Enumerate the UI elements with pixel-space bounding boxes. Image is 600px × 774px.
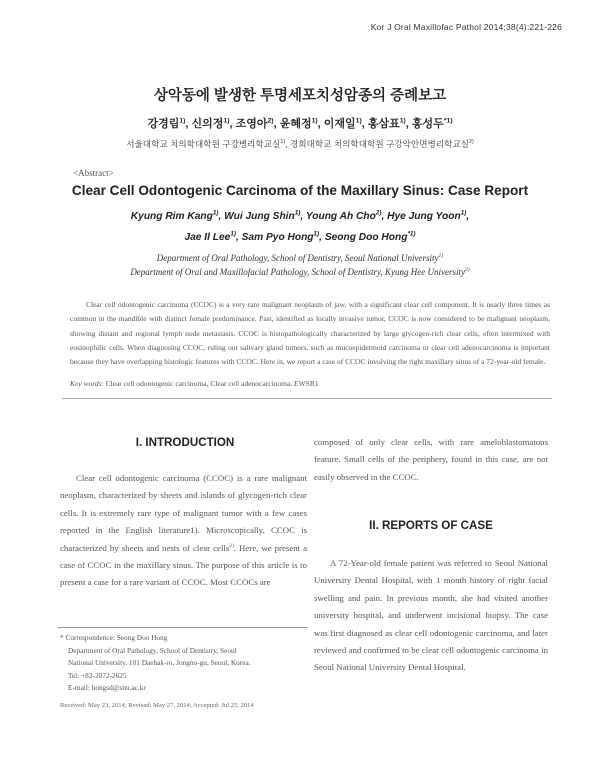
- korean-authors: 강경림$^{1)}$, 신의정$^{1)}$, 조영아$^{2)}$, 윤혜정$^{1)}$, 이재일$^{1)}$, 홍삼표$^{1)}$, 홍성두$^{*1)}$: [147, 117, 453, 130]
- intro-text-b: . Here, we present a case of CCOC in the maxillary sinus. The purpose of this article is to present a case for a rare variant of CCOC. Most CCOCs are: [60, 542, 307, 588]
- footnote-tel: Tel: +82-2072-2625: [68, 670, 127, 680]
- footnote-address-2: National University, 101 Daehak-ro, Jongno-gu, Seoul, Korea.: [68, 658, 251, 668]
- korean-author-name: 강경림: [147, 118, 180, 130]
- author-superscript: *1): [443, 117, 453, 125]
- affiliation-superscript: 2): [469, 139, 474, 146]
- header-divider: [62, 398, 552, 399]
- english-author-name: Kyung Rim Kang: [130, 211, 213, 222]
- english-affiliation-2: [0, 267, 600, 277]
- english-title: Clear Cell Odontogenic Carcinoma of the Maxillary Sinus: Case Report: [71, 183, 529, 198]
- english-author-name: Sam Pyo Hong: [241, 232, 314, 243]
- section-heading-introduction: I. INTRODUCTION: [135, 436, 235, 449]
- citation-superscript: 2): [229, 542, 234, 549]
- author-superscript: 2): [267, 117, 274, 125]
- author-superscript: 1): [460, 209, 467, 217]
- english-authors-line-2: Jae Il Lee$^{1)}$, Sam Pyo Hong$^{1)}$, Seong Doo Hong$^{*1)}$: [184, 230, 416, 243]
- intro-text-a: Clear cell odontogenic carcinoma (CCOC) is a rare malignant neoplasm, characterized by sheets and islands of glycogen-rich clear cells. It is extremely rare type of malignant tumor with a few cases reported in the English literature1). Microscopically, CCOC is characterized by sheets and nests of clear cells: [60, 473, 307, 553]
- korean-author-name: 조영아: [235, 118, 268, 130]
- korean-author-name: 홍삼표: [367, 118, 400, 130]
- english-affiliation-1-text: Department of Oral Pathology, School of Dentistry, Seoul National University: [156, 253, 439, 263]
- author-superscript: 1): [313, 230, 320, 238]
- korean-affiliations: 서울대학교 치의학대학원 구강병리학교실$^{1)}$, 경희대학교 치의학대학원 구강악안면병리학교실$^{2)}$: [126, 139, 474, 149]
- author-superscript: 1): [212, 209, 219, 217]
- author-superscript: 1): [294, 209, 301, 217]
- english-affiliation-1: [0, 253, 600, 263]
- continued-paragraph: [314, 434, 548, 486]
- footnote-correspondence: * Correspondence: Seong Doo Hong: [60, 633, 168, 642]
- korean-author-name: 이재일: [323, 118, 356, 130]
- affiliation-superscript: 1): [280, 139, 286, 146]
- korean-author-name: 홍성두: [411, 118, 444, 130]
- author-superscript: 1): [399, 117, 406, 125]
- english-author-name: Jae Il Lee: [184, 232, 231, 243]
- abstract-label: <Abstract>: [73, 168, 114, 178]
- keywords-label: Key words: [70, 379, 102, 388]
- author-superscript: 1): [230, 230, 236, 238]
- english-author-name: Seong Doo Hong: [324, 232, 408, 243]
- english-authors-line-1: Kyung Rim Kang$^{1)}$, Wui Jung Shin$^{1)}$, Young Ah Cho$^{2)}$, Hye Jung Yoon$^{1)}$,: [130, 209, 470, 222]
- affiliation-superscript: 2): [465, 267, 470, 273]
- author-superscript: 1): [311, 117, 318, 125]
- english-author-name: Hye Jung Yoon: [387, 211, 461, 222]
- korean-affiliation-1: 서울대학교 치의학대학원 구강병리학교실: [126, 139, 281, 149]
- korean-author-name: 신의정: [191, 118, 224, 130]
- keywords-text: : Clear cell odontogenic carcinoma, Clear cell adenocarcinoma, EWSR1: [101, 379, 319, 388]
- footnote-divider: [58, 627, 308, 628]
- author-superscript: 1): [355, 117, 362, 125]
- section-heading-reports-of-case: II. REPORTS OF CASE: [369, 519, 493, 532]
- introduction-paragraph: [60, 470, 307, 592]
- footnote-address-1: Department of Oral Pathology, School of Dentistry, Seoul: [68, 645, 237, 655]
- author-superscript: 1): [179, 117, 186, 125]
- continued-text: composed of only clear cells, with rare ameloblastomatous feature. Small cells of the periphery, found in this case, are not easily observed in the CCOC.: [314, 437, 548, 482]
- author-superscript: 2): [375, 209, 382, 217]
- footnote-email[interactable]: E-mail: hongsd@snu.ac.kr: [68, 683, 146, 693]
- korean-author-name: 윤혜정: [279, 118, 312, 130]
- abstract-text: Clear cell odontogenic carcinoma (CCOC) is a very rare malignant neoplasm of jaw, with a significant clear cell component. It is nearly three times as common in the mandible with distinct female predominance. Past, identified as locally invasive tumor, CCOC is now considered to be malignant neoplasm, showing distant and regional lymph node metastasis. CCOC is histopathologically characterized by large glycogen-rich clear cells, often intermixed with eosinophilic cells. When diagnosing CCOC, ruling out salivary gland tumors, such as mucoepidermoid carcinoma or clear cell adenocarcinoma is important because they have overlapping histologic features with CCOC. Here in, we report a case of CCOC involving the right maxillary sinus of a 72-year-old female.: [70, 300, 550, 367]
- journal-citation: Kor J Oral Maxillofac Pathol 2014;38(4):221-226: [370, 22, 562, 32]
- korean-affiliation-2: 경희대학교 치의학대학원 구강악안면병리학교실: [289, 139, 470, 149]
- reports-paragraph: [314, 555, 548, 677]
- korean-title: 상악동에 발생한 투명세포치성암종의 증례보고: [153, 88, 447, 104]
- received-dates: Received: May 23, 2014; Revised: May 27, 2014; Accepted: Jul 25, 2014: [60, 702, 254, 709]
- correspondence-footnote: [60, 632, 310, 695]
- affiliation-superscript: 1): [438, 253, 444, 259]
- english-affiliation-2-text: Department of Oral and Maxillofacial Pathology, School of Dentistry, Kyung Hee University: [130, 267, 466, 277]
- english-author-name: Wui Jung Shin: [224, 211, 295, 222]
- keywords: [70, 379, 550, 388]
- reports-text: A 72-Year-old female patient was referred to Seoul National University Dental Hospital, with 1 month history of right facial swelling and pain. In previous month, she had visited another university hospital, and underwent incisional biopsy. The case was first diagnosed as clear cell odontogenic carcinoma, and later reviewed and confirmed to be clear cell odontogenic carcinoma in Seoul National University Dental Hospital.: [314, 558, 548, 673]
- author-superscript: 1): [223, 117, 230, 125]
- author-superscript: *1): [407, 230, 416, 238]
- english-author-name: Young Ah Cho: [305, 211, 376, 222]
